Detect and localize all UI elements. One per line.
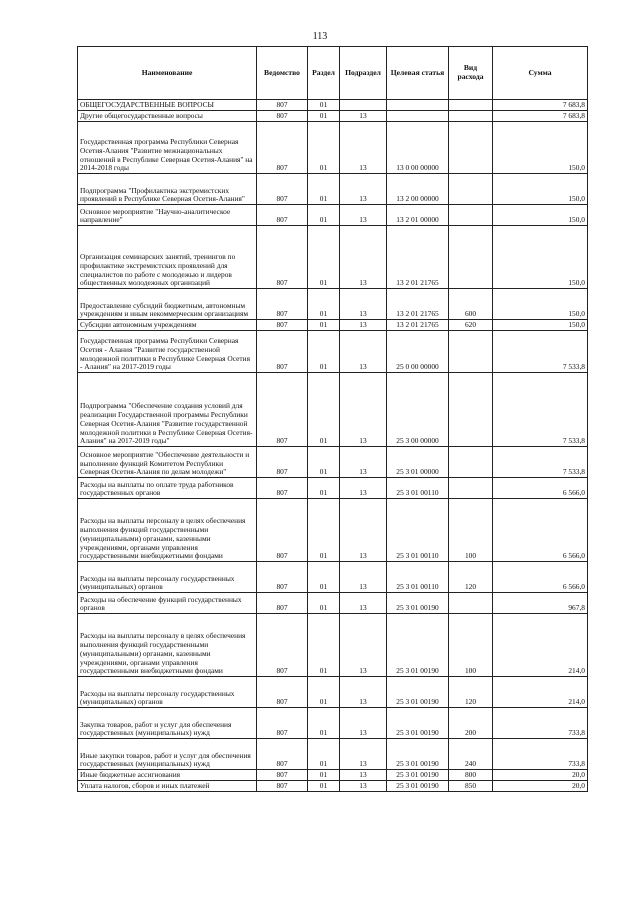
row-subsection: 13 [340, 447, 387, 478]
row-dept: 807 [257, 320, 308, 331]
row-type: 240 [449, 739, 493, 770]
row-section: 01 [308, 677, 340, 708]
row-section: 01 [308, 331, 340, 373]
row-section: 01 [308, 320, 340, 331]
row-section: 01 [308, 562, 340, 593]
row-sum: 150,0 [493, 174, 588, 205]
row-target: 25 3 01 00110 [387, 562, 449, 593]
row-section: 01 [308, 122, 340, 174]
row-section: 01 [308, 226, 340, 289]
row-target: 13 2 01 21765 [387, 226, 449, 289]
row-target: 25 3 00 00000 [387, 373, 449, 447]
row-subsection: 13 [340, 593, 387, 614]
row-target: 25 3 01 00190 [387, 677, 449, 708]
row-subsection: 13 [340, 174, 387, 205]
row-name: Субсидии автономным учреждениям [78, 320, 257, 331]
row-type [449, 447, 493, 478]
row-name: Расходы на выплаты персоналу в целях обеспечения выполнения функций государственными (муниципальными) органами, казенными учреждениями, органами управления государственными внебюджетными фондами [78, 499, 257, 562]
table-row [78, 677, 588, 708]
table-row [78, 289, 588, 320]
table-row [78, 174, 588, 205]
row-dept: 807 [257, 174, 308, 205]
row-name: Подпрограмма "Обеспечение создания условий для реализации Государственной программы Республики Северная Осетия-Алания "Развитие государственной молодежной политики в Республике Северная Осетия-Алания" на 2017-2019 годы" [78, 373, 257, 447]
row-section: 01 [308, 708, 340, 739]
row-dept: 807 [257, 331, 308, 373]
row-subsection [340, 100, 387, 111]
table-row [78, 447, 588, 478]
row-subsection: 13 [340, 781, 387, 792]
row-target: 25 3 01 00190 [387, 593, 449, 614]
table-row [78, 205, 588, 226]
row-section: 01 [308, 478, 340, 499]
row-target: 25 3 01 00190 [387, 708, 449, 739]
row-section: 01 [308, 593, 340, 614]
row-dept: 807 [257, 562, 308, 593]
row-sum: 150,0 [493, 320, 588, 331]
row-type: 800 [449, 770, 493, 781]
row-dept: 807 [257, 122, 308, 174]
row-name: Расходы на выплаты по оплате труда работников государственных органов [78, 478, 257, 499]
row-subsection: 13 [340, 499, 387, 562]
row-subsection: 13 [340, 677, 387, 708]
row-name: Расходы на выплаты персоналу государственных (муниципальных) органов [78, 562, 257, 593]
row-type [449, 478, 493, 499]
row-section: 01 [308, 447, 340, 478]
row-sum: 7 533,8 [493, 447, 588, 478]
row-subsection: 13 [340, 478, 387, 499]
row-type: 120 [449, 677, 493, 708]
row-dept: 807 [257, 677, 308, 708]
row-section: 01 [308, 781, 340, 792]
row-type [449, 331, 493, 373]
row-target: 13 2 01 00000 [387, 205, 449, 226]
row-name: Государственная программа Республики Северная Осетия - Алания "Развитие государственной молодежной политики в Республике Северная Осетия - Алания" на 2017-2019 годы [78, 331, 257, 373]
row-subsection: 13 [340, 122, 387, 174]
row-target: 25 3 01 00190 [387, 781, 449, 792]
row-sum: 7 683,8 [493, 100, 588, 111]
budget-table [77, 46, 588, 792]
row-type [449, 226, 493, 289]
row-type: 120 [449, 562, 493, 593]
column-header: Наименование [78, 47, 257, 100]
row-target: 13 2 01 21765 [387, 289, 449, 320]
row-type [449, 373, 493, 447]
table-row [78, 373, 588, 447]
row-subsection: 13 [340, 562, 387, 593]
row-section: 01 [308, 739, 340, 770]
table-row [78, 331, 588, 373]
table-row [78, 122, 588, 174]
table-row [78, 770, 588, 781]
row-target: 25 3 01 00190 [387, 739, 449, 770]
row-subsection: 13 [340, 320, 387, 331]
table-body [78, 100, 588, 792]
row-name: Государственная программа Республики Северная Осетия-Алания "Развитие межнациональных отношений в Республике Северная Осетия-Алания" на 2014-2018 годы [78, 122, 257, 174]
row-target: 13 2 00 00000 [387, 174, 449, 205]
row-target: 25 3 01 00000 [387, 447, 449, 478]
table-row [78, 781, 588, 792]
row-type [449, 100, 493, 111]
row-name: Организация семинарских занятий, тренингов по профилактике экстремистских проявлений для специалистов по работе с молодежью и лидеров общественных молодежных организаций [78, 226, 257, 289]
row-name: Другие общегосударственные вопросы [78, 111, 257, 122]
row-sum: 967,8 [493, 593, 588, 614]
row-subsection: 13 [340, 289, 387, 320]
row-name: Расходы на выплаты персоналу в целях обеспечения выполнения функций государственными (муниципальными) органами, казенными учреждениями, органами управления государственными внебюджетными фондами [78, 614, 257, 677]
column-header: Раздел [308, 47, 340, 100]
row-type: 850 [449, 781, 493, 792]
row-dept: 807 [257, 205, 308, 226]
row-dept: 807 [257, 100, 308, 111]
row-sum: 7 683,8 [493, 111, 588, 122]
table-row [78, 111, 588, 122]
row-subsection: 13 [340, 331, 387, 373]
row-subsection: 13 [340, 708, 387, 739]
row-sum: 214,0 [493, 677, 588, 708]
row-subsection: 13 [340, 373, 387, 447]
row-name: Подпрограмма "Профилактика экстремистских проявлений в Республике Северная Осетия-Алания" [78, 174, 257, 205]
column-header: Ведомство [257, 47, 308, 100]
row-subsection: 13 [340, 226, 387, 289]
row-sum: 214,0 [493, 614, 588, 677]
row-name: Иные закупки товаров, работ и услуг для обеспечения государственных (муниципальных) нужд [78, 739, 257, 770]
row-target: 25 3 01 00110 [387, 499, 449, 562]
row-type: 620 [449, 320, 493, 331]
row-sum: 150,0 [493, 205, 588, 226]
table-row [78, 478, 588, 499]
table-row [78, 739, 588, 770]
table-row [78, 593, 588, 614]
row-sum: 6 566,0 [493, 562, 588, 593]
row-target [387, 111, 449, 122]
row-sum: 7 533,8 [493, 373, 588, 447]
row-dept: 807 [257, 739, 308, 770]
row-dept: 807 [257, 770, 308, 781]
row-target: 25 3 01 00110 [387, 478, 449, 499]
row-section: 01 [308, 770, 340, 781]
table-row [78, 499, 588, 562]
row-dept: 807 [257, 499, 308, 562]
row-target: 13 2 01 21765 [387, 320, 449, 331]
table-row [78, 320, 588, 331]
table-row [78, 226, 588, 289]
row-section: 01 [308, 205, 340, 226]
row-section: 01 [308, 373, 340, 447]
column-header: Подраздел [340, 47, 387, 100]
row-target: 13 0 00 00000 [387, 122, 449, 174]
row-sum: 733,8 [493, 739, 588, 770]
row-dept: 807 [257, 447, 308, 478]
row-target [387, 100, 449, 111]
row-sum: 6 566,0 [493, 478, 588, 499]
page-number: 113 [312, 31, 328, 42]
row-type: 600 [449, 289, 493, 320]
row-dept: 807 [257, 708, 308, 739]
row-name: Иные бюджетные ассигнования [78, 770, 257, 781]
table-header-row [78, 47, 588, 100]
row-type [449, 122, 493, 174]
row-subsection: 13 [340, 205, 387, 226]
table-row [78, 614, 588, 677]
row-sum: 20,0 [493, 781, 588, 792]
row-dept: 807 [257, 373, 308, 447]
row-dept: 807 [257, 289, 308, 320]
row-dept: 807 [257, 614, 308, 677]
row-sum: 20,0 [493, 770, 588, 781]
table-row [78, 708, 588, 739]
row-type: 200 [449, 708, 493, 739]
row-section: 01 [308, 614, 340, 677]
row-dept: 807 [257, 781, 308, 792]
row-sum: 6 566,0 [493, 499, 588, 562]
row-sum: 150,0 [493, 289, 588, 320]
row-name: Основное мероприятие "Научно-аналитическое направление" [78, 205, 257, 226]
column-header: Сумма [493, 47, 588, 100]
row-type [449, 593, 493, 614]
row-dept: 807 [257, 111, 308, 122]
row-section: 01 [308, 174, 340, 205]
column-header: Целевая статья [387, 47, 449, 100]
row-sum: 150,0 [493, 226, 588, 289]
row-subsection: 13 [340, 614, 387, 677]
row-target: 25 0 00 00000 [387, 331, 449, 373]
row-name: Уплата налогов, сборов и иных платежей [78, 781, 257, 792]
row-name: ОБЩЕГОСУДАРСТВЕННЫЕ ВОПРОСЫ [78, 100, 257, 111]
row-section: 01 [308, 100, 340, 111]
row-name: Расходы на обеспечение функций государственных органов [78, 593, 257, 614]
row-type [449, 174, 493, 205]
row-subsection: 13 [340, 111, 387, 122]
row-sum: 150,0 [493, 122, 588, 174]
row-section: 01 [308, 289, 340, 320]
row-name: Предоставление субсидий бюджетным, автономным учреждениям и иным некоммерческим организациям [78, 289, 257, 320]
row-dept: 807 [257, 478, 308, 499]
row-type: 100 [449, 614, 493, 677]
row-section: 01 [308, 111, 340, 122]
row-name: Основное мероприятие "Обеспечение деятельности и выполнение функций Комитетом Республики Северная Осетия-Алания по делам молодежи" [78, 447, 257, 478]
row-type [449, 111, 493, 122]
row-subsection: 13 [340, 770, 387, 781]
row-section: 01 [308, 499, 340, 562]
row-target: 25 3 01 00190 [387, 614, 449, 677]
row-name: Расходы на выплаты персоналу государственных (муниципальных) органов [78, 677, 257, 708]
column-header: Вид расхода [449, 47, 493, 100]
row-type [449, 205, 493, 226]
row-target: 25 3 01 00190 [387, 770, 449, 781]
row-sum: 733,8 [493, 708, 588, 739]
table-row [78, 100, 588, 111]
row-subsection: 13 [340, 739, 387, 770]
row-dept: 807 [257, 226, 308, 289]
row-name: Закупка товаров, работ и услуг для обеспечения государственных (муниципальных) нужд [78, 708, 257, 739]
table-row [78, 562, 588, 593]
row-dept: 807 [257, 593, 308, 614]
row-type: 100 [449, 499, 493, 562]
row-sum: 7 533,8 [493, 331, 588, 373]
